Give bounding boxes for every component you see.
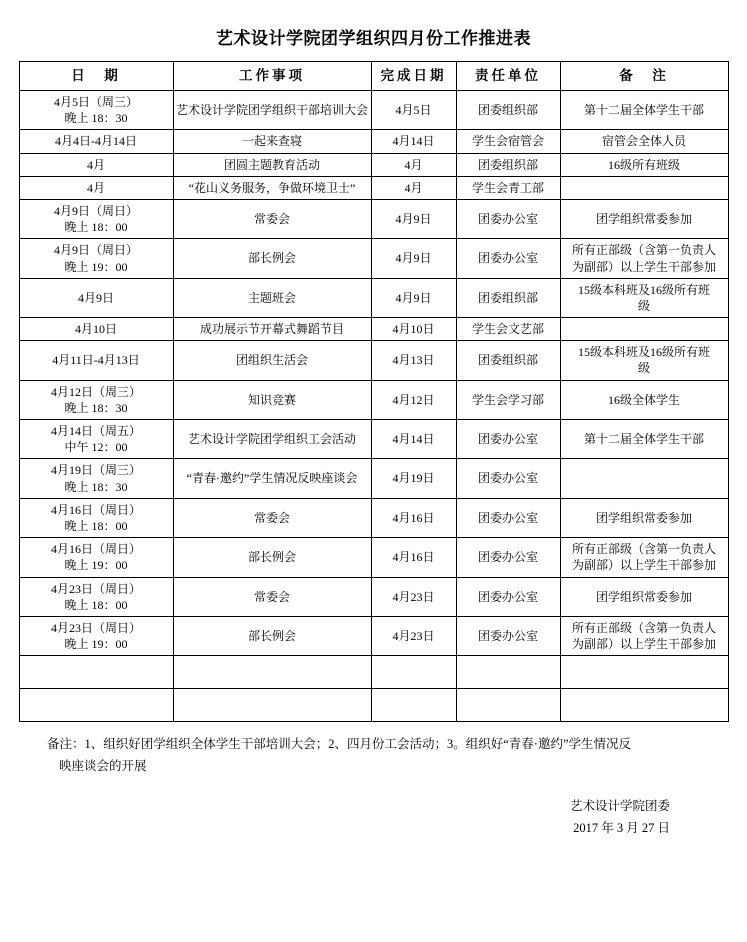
cell-remark-line: 为副部）以上学生干部参加 [571,637,716,652]
cell-date-line: 4月9日（周日） [53,243,138,258]
cell-unit-line: 团委组织部 [477,290,538,305]
cell-due-date-line: 4月12日 [392,392,435,407]
cell-date [19,130,173,153]
cell-task-line: 知识竞赛 [247,392,296,407]
cell-task-line: 艺术设计学院团学组织干部培训大会 [175,103,368,118]
cell-unit [456,91,560,130]
cell-unit [456,420,560,459]
cell-remark-line: 级 [637,298,650,313]
cell-task [173,239,371,278]
table-row [19,176,728,199]
cell-date [19,656,173,689]
cell-remark [560,420,728,459]
cell-remark [560,130,728,153]
cell-remark [560,577,728,616]
cell-date-line: 4月10日 [74,322,117,337]
cell-date-line: 晚上 18：00 [64,518,128,533]
cell-due-date-line: 4月16日 [392,550,435,565]
table-row [19,341,728,380]
cell-date-line: 4月23日（周日） [50,581,141,596]
cell-date [19,689,173,722]
cell-unit-line: 团委组织部 [477,157,538,172]
table-row [19,130,728,153]
table-row [19,420,728,459]
cell-remark-line: 第十二届全体学生干部 [583,103,704,118]
cell-due-date-line: 4月9日 [395,212,432,227]
cell-date [19,616,173,655]
cell-unit [456,498,560,537]
cell-unit-line: 团委办公室 [477,550,538,565]
cell-remark [560,341,728,380]
cell-date [19,153,173,176]
cell-date [19,341,173,380]
cell-unit [456,538,560,577]
cell-due-date [371,380,456,419]
cell-date-line: 4月14日（周五） [50,424,141,438]
cell-task-line: 团组织生活会 [235,353,308,368]
cell-unit-line: 学生会学习部 [471,392,544,407]
cell-task [173,656,371,689]
signature-date: 2017 年 3 月 27 日 [573,821,670,836]
cell-date-line: 晚上 19：00 [64,259,128,274]
cell-task-line: 一起来查寝 [241,134,302,149]
cell-remark [560,689,728,722]
cell-date [19,498,173,537]
cell-task [173,153,371,176]
table-row [19,577,728,616]
cell-due-date-line: 4月10日 [392,322,435,337]
cell-unit [456,341,560,380]
cell-due-date [371,498,456,537]
cell-date-line: 4月4日-4月14日 [55,134,137,149]
document-page [0,24,747,942]
cell-remark [560,176,728,199]
cell-date [19,459,173,498]
cell-task [173,577,371,616]
footnote-line-2: 映座谈会的开展 [59,758,147,773]
table-row [19,616,728,655]
cell-date-line: 4月 [86,157,105,172]
cell-due-date [371,341,456,380]
cell-date-line: 4月 [86,180,105,195]
cell-task [173,91,371,130]
table-header-row [19,62,728,91]
table-row [19,498,728,537]
cell-remark [560,91,728,130]
cell-date [19,380,173,419]
cell-unit [456,130,560,153]
cell-remark [560,656,728,689]
cell-unit-line: 团委组织部 [477,353,538,368]
cell-date-line: 4月16日（周日） [50,502,141,517]
cell-due-date-line: 4月 [404,157,423,172]
cell-date-line: 晚上 18：30 [64,111,128,126]
schedule-table [19,61,729,722]
schedule-table-body [19,91,728,722]
cell-remark [560,616,728,655]
cell-date [19,538,173,577]
cell-date [19,239,173,278]
cell-task-line: 部长例会 [247,628,296,643]
cell-unit-line: 团委组织部 [477,103,538,118]
cell-task [173,130,371,153]
cell-remark [560,459,728,498]
cell-date [19,278,173,317]
footnote [19,734,728,777]
cell-remark-line: 16级全体学生 [607,392,680,407]
cell-unit [456,318,560,341]
cell-unit-line: 团委办公室 [477,471,538,486]
cell-date-line: 4月9日 [77,290,114,305]
cell-remark-line: 16级所有班级 [607,157,680,172]
cell-due-date [371,176,456,199]
cell-due-date [371,577,456,616]
cell-due-date [371,153,456,176]
cell-unit-line: 团委办公室 [477,432,538,447]
signature-organization: 艺术设计学院团委 [569,798,670,813]
cell-unit-line: 学生会文艺部 [471,322,544,337]
cell-task-line: 成功展示节开幕式舞蹈节目 [199,322,344,337]
cell-task [173,176,371,199]
column-header-task: 工作事项 [173,62,371,91]
column-header-remark: 备 注 [560,62,728,91]
cell-remark [560,199,728,238]
cell-remark-line: 所有正部级（含第一负责人 [571,243,716,258]
cell-due-date [371,239,456,278]
cell-unit-line: 学生会宿管会 [471,134,544,149]
column-header-date: 日 期 [19,62,173,91]
cell-task-line: “青春·邀约”学生情况反映座谈会 [186,471,358,486]
cell-remark [560,538,728,577]
column-header-unit: 责任单位 [456,62,560,91]
cell-remark [560,153,728,176]
table-row [19,380,728,419]
table-row [19,538,728,577]
cell-task-line: 常委会 [253,212,290,227]
cell-due-date-line: 4月23日 [392,589,435,604]
cell-unit [456,380,560,419]
cell-task [173,318,371,341]
cell-due-date-line: 4月19日 [392,471,435,486]
cell-date [19,420,173,459]
page-title: 艺术设计学院团学组织四月份工作推进表 [216,29,531,48]
table-row [19,656,728,689]
cell-due-date [371,199,456,238]
cell-remark-line: 为副部）以上学生干部参加 [571,558,716,573]
cell-due-date [371,278,456,317]
cell-unit-line: 团委办公室 [477,589,538,604]
cell-due-date [371,616,456,655]
cell-date-line: 晚上 18：00 [64,597,128,612]
cell-unit-line: 团委办公室 [477,510,538,525]
cell-remark-line: 所有正部级（含第一负责人 [571,620,716,635]
cell-task [173,616,371,655]
cell-unit-line: 学生会青工部 [471,180,544,195]
cell-unit [456,616,560,655]
cell-due-date [371,318,456,341]
cell-remark-line: 15级本科班及16级所有班 [577,282,710,297]
cell-task [173,341,371,380]
table-row [19,199,728,238]
cell-due-date-line: 4月9日 [395,290,432,305]
cell-date-line: 晚上 19：00 [64,558,128,573]
cell-unit [456,278,560,317]
cell-remark-line: 第十二届全体学生干部 [583,432,704,447]
cell-due-date [371,459,456,498]
cell-date [19,577,173,616]
cell-task [173,689,371,722]
cell-task-line: 团圆主题教育活动 [223,157,320,172]
cell-unit-line: 团委办公室 [477,251,538,266]
cell-due-date [371,689,456,722]
cell-date-line: 4月12日（周三） [50,384,141,399]
cell-unit [456,656,560,689]
cell-due-date [371,420,456,459]
cell-due-date [371,91,456,130]
cell-task-line: 主题班会 [247,290,296,305]
table-row [19,239,728,278]
cell-due-date-line: 4月 [404,180,423,195]
cell-task [173,420,371,459]
cell-unit-line: 团委办公室 [477,212,538,227]
cell-due-date-line: 4月5日 [395,103,432,118]
cell-date [19,91,173,130]
cell-unit-line: 团委办公室 [477,628,538,643]
cell-remark-line: 团学组织常委参加 [595,589,692,604]
cell-unit [456,239,560,278]
cell-remark [560,318,728,341]
cell-due-date [371,130,456,153]
signature-block [19,795,728,840]
cell-task [173,380,371,419]
cell-due-date [371,538,456,577]
cell-date-line: 4月23日（周日） [50,620,141,635]
cell-due-date-line: 4月13日 [392,353,435,368]
cell-date [19,318,173,341]
cell-date-line: 晚上 18：30 [64,479,128,494]
cell-date-line: 4月9日（周日） [53,203,138,218]
cell-date-line: 4月5日（周三） [53,95,138,109]
table-row [19,689,728,722]
cell-task [173,278,371,317]
table-row [19,318,728,341]
cell-date-line: 4月19日（周三） [50,463,141,478]
cell-date [19,176,173,199]
cell-remark [560,278,728,317]
table-row [19,459,728,498]
cell-task-line: 艺术设计学院团学组织工会活动 [187,432,356,447]
cell-remark-line: 为副部）以上学生干部参加 [571,259,716,274]
cell-task-line: 部长例会 [247,550,296,565]
cell-remark-line: 级 [637,361,650,376]
cell-unit [456,176,560,199]
cell-date-line: 晚上 19：00 [64,637,128,652]
cell-task-line: 常委会 [253,510,290,525]
cell-due-date-line: 4月16日 [392,510,435,525]
cell-remark [560,239,728,278]
cell-date [19,199,173,238]
cell-remark-line: 团学组织常委参加 [595,510,692,525]
cell-remark-line: 15级本科班及16级所有班 [577,345,710,360]
cell-due-date-line: 4月14日 [392,432,435,447]
cell-unit [456,153,560,176]
cell-task [173,199,371,238]
cell-date-line: 晚上 18：30 [64,400,128,415]
cell-remark [560,380,728,419]
cell-date-line: 4月16日（周日） [50,542,141,557]
table-row [19,278,728,317]
footnote-line-1: 备注：1、组织好团学组织全体学生干部培训大会；2、四月份工会活动；3。组织好“青春·邀约”学生情况反 [47,737,632,752]
table-row [19,153,728,176]
cell-remark-line: 宿管会全体人员 [601,134,686,149]
cell-unit [456,459,560,498]
cell-remark-line: 所有正部级（含第一负责人 [571,542,716,557]
cell-date-line: 4月11日-4月13日 [52,353,140,368]
column-header-due-date: 完成日期 [371,62,456,91]
cell-task [173,459,371,498]
cell-remark [560,498,728,537]
cell-due-date-line: 4月23日 [392,628,435,643]
cell-task-line: 常委会 [253,589,290,604]
cell-remark-line: 团学组织常委参加 [595,212,692,227]
cell-task-line: “花山义务服务，争做环境卫士” [188,180,356,195]
cell-due-date [371,656,456,689]
cell-task-line: 部长例会 [247,251,296,266]
cell-unit [456,577,560,616]
cell-due-date-line: 4月9日 [395,251,432,266]
cell-unit [456,689,560,722]
cell-unit [456,199,560,238]
cell-task [173,498,371,537]
cell-due-date-line: 4月14日 [392,134,435,149]
cell-date-line: 晚上 18：00 [64,220,128,235]
cell-task [173,538,371,577]
table-row [19,91,728,130]
cell-date-line: 中午 12：00 [64,440,128,455]
